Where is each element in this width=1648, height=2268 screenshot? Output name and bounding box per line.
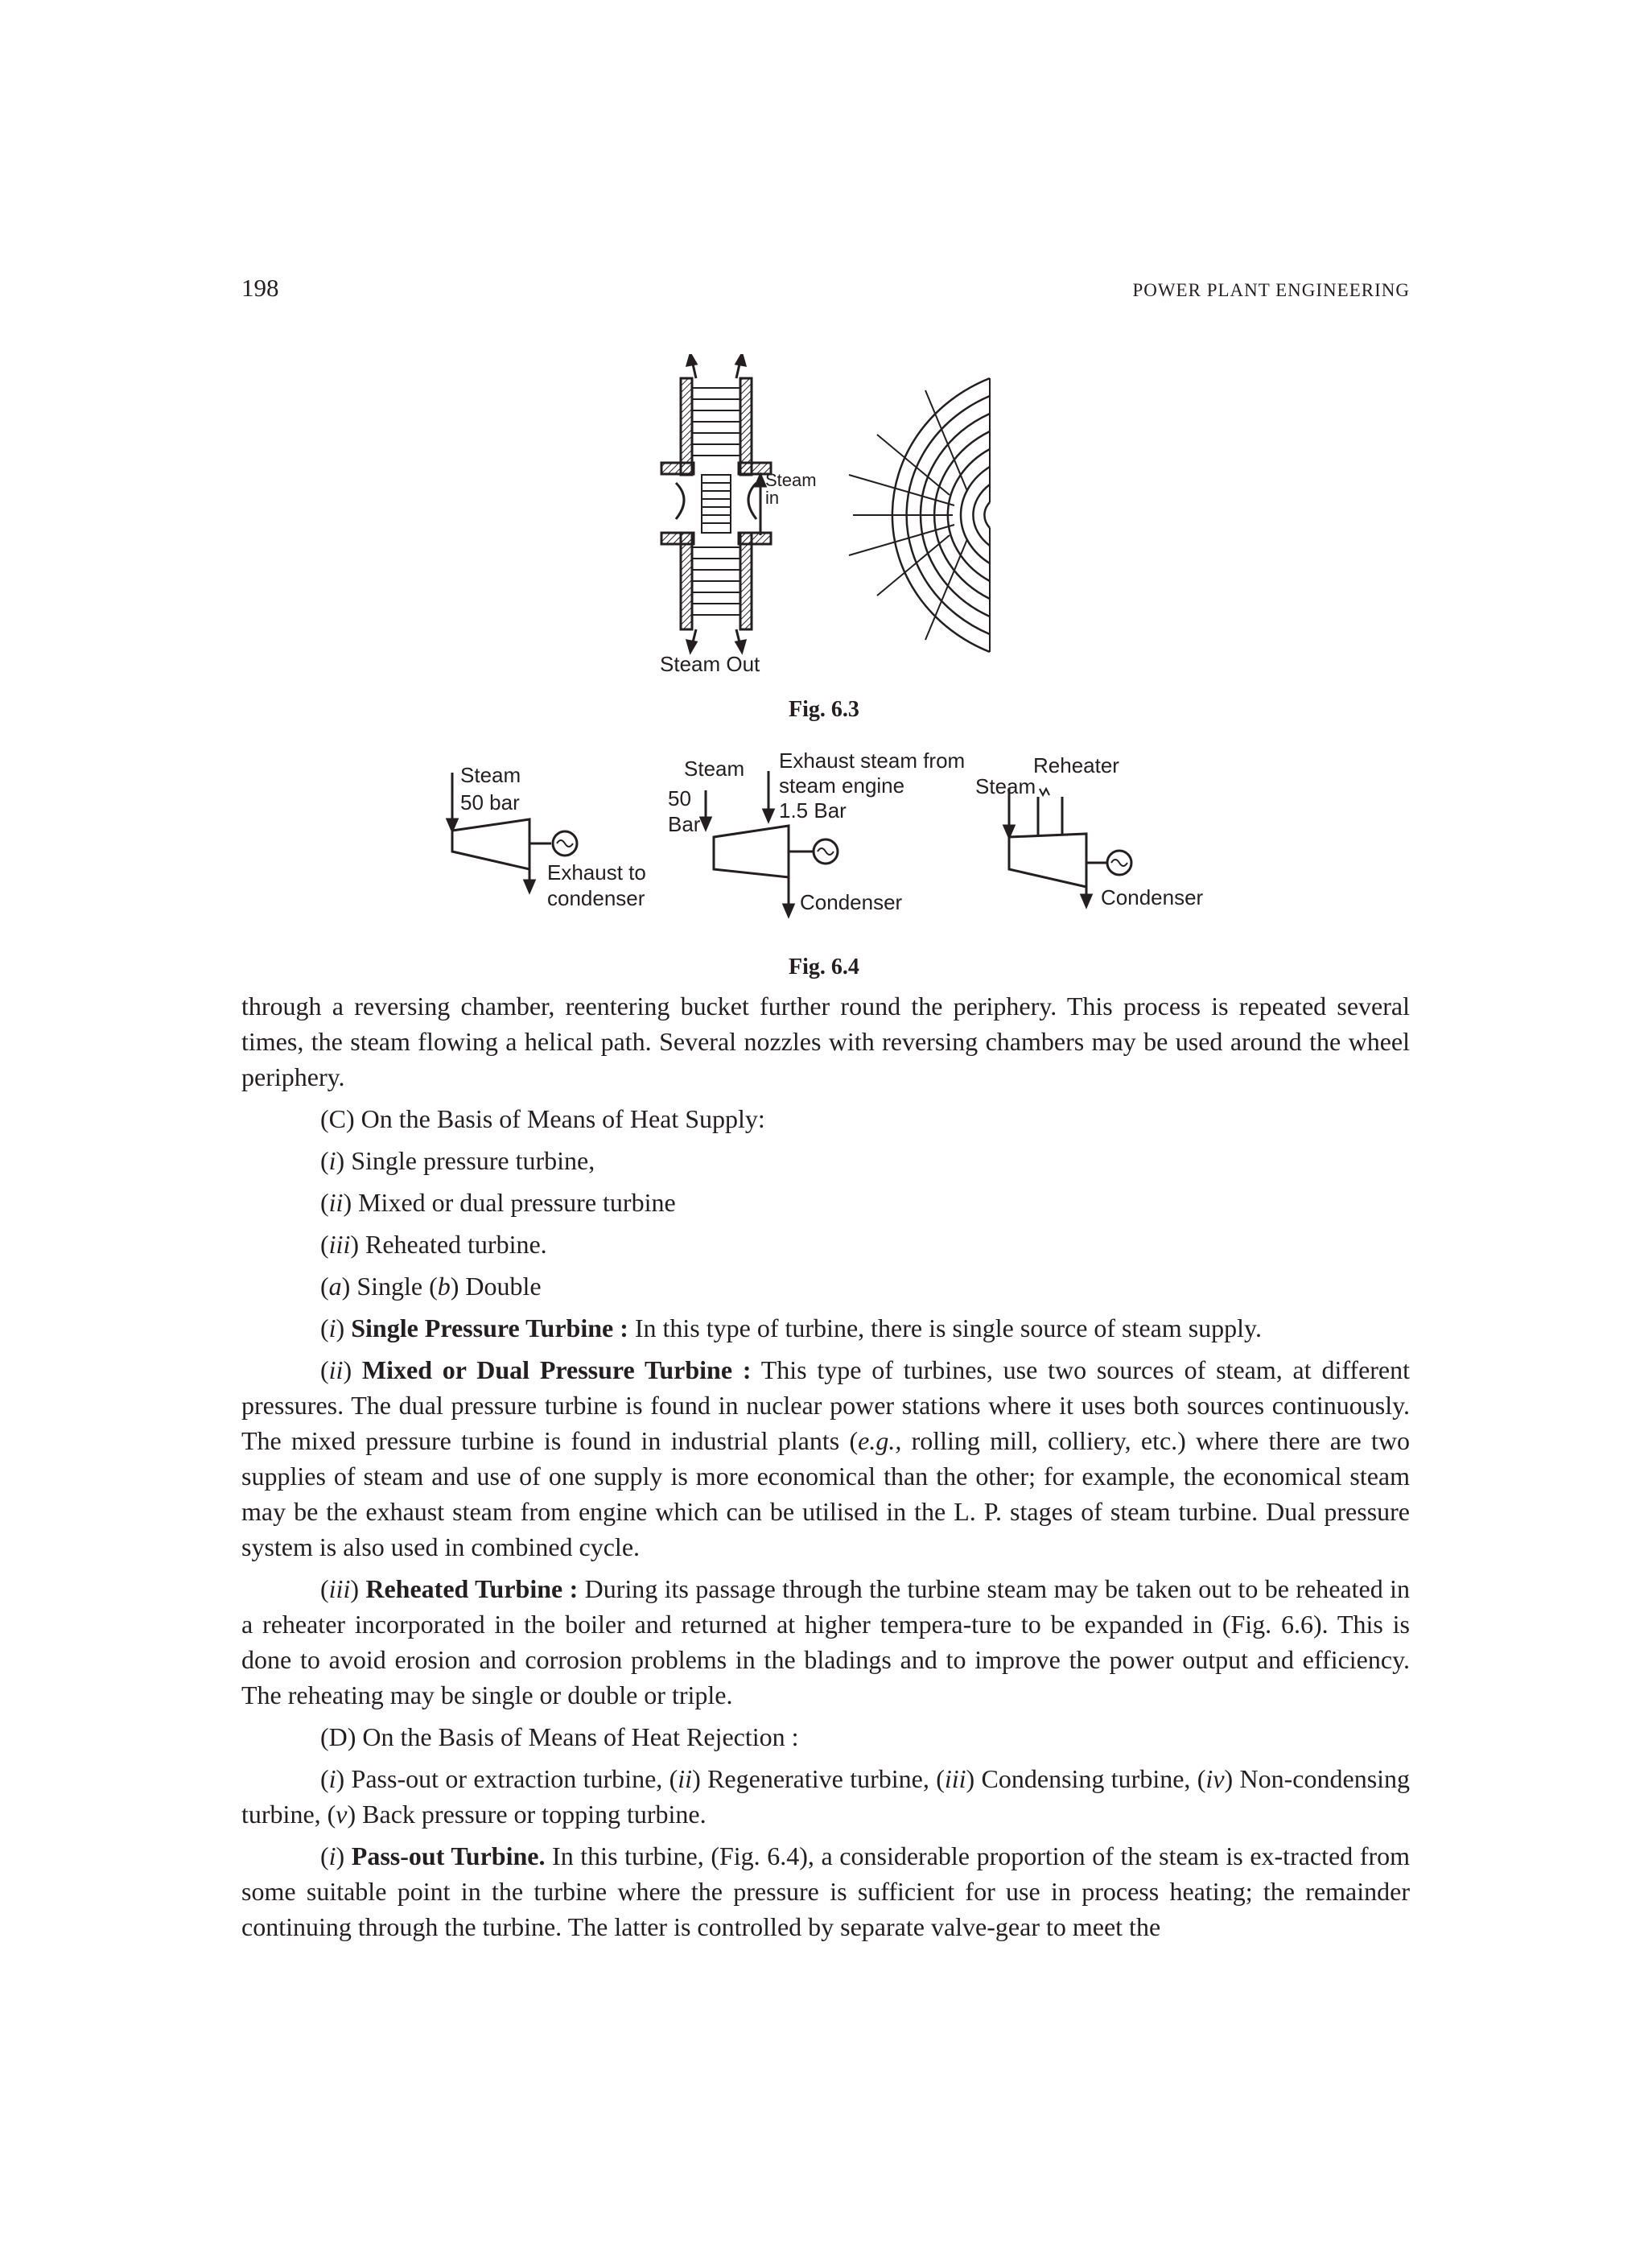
fig64-a-exhaust-label (547, 860, 646, 911)
list-text: ) Double (450, 1272, 542, 1301)
fig64-b-pressure (668, 786, 700, 837)
list-num: iii (944, 1764, 966, 1793)
term-title: Pass-out Turbine. (351, 1841, 546, 1870)
term-text: This type of turbines, use two sources of steam, at different pressures. The dual pressure turbine is found in nuclear power stations where it uses both sources continuously. The mixed pressure turbine is found in industrial plants ( (241, 1355, 1411, 1455)
fig64-a-pressure: 50 bar (460, 790, 520, 814)
list-text: ) Regenerative turbine, ( (692, 1764, 945, 1793)
list-text: Single ( (350, 1272, 438, 1301)
fig64-b-condenser: Condenser (800, 890, 903, 914)
list-num: v (336, 1800, 348, 1829)
list-text: Single pressure turbine, (344, 1146, 595, 1175)
reheated-paragraph: (iii) Reheated Turbine : During its passage through the turbine steam may be taken out to be reheated in a reheater incorporated in the boiler and returned at higher tempera-ture to be expanded in (Fig. 6.6). This is done to avoid erosion and corrosion problems in the bladings and to improve the power output and efficiency. The reheating may be single or double or triple. (241, 1574, 1411, 1709)
figure-6-4-caption: Fig. 6.4 (789, 955, 859, 979)
list-text: Reheated turbine. (358, 1230, 547, 1259)
figure-6-3 (644, 354, 1030, 684)
term-title: Single Pressure Turbine : (351, 1313, 628, 1342)
fig64-a-exhaust-line1: Exhaust to (547, 860, 646, 885)
list-num: iii (328, 1574, 351, 1603)
velocity-compounded-turbine-drawing (644, 354, 1030, 684)
fig64-a-inlet-label (460, 761, 521, 816)
fig64-b-exhaust-line2: steam engine (779, 773, 905, 798)
list-num: a (328, 1272, 342, 1301)
fig64-b-pressure-unit: Bar (668, 812, 701, 836)
fig64-a-steam: Steam (460, 763, 521, 787)
list-num: i (328, 1841, 336, 1870)
list-item: (i) Single pressure turbine, (320, 1146, 595, 1175)
term-title: Reheated Turbine : (365, 1574, 579, 1603)
fig64-b-exhaust-label (779, 748, 965, 823)
fig64-b-pressure-value: 50 (668, 786, 691, 810)
list-text: ) Non-condensing turbine, ( (241, 1764, 1411, 1829)
list-num: b (437, 1272, 451, 1301)
paragraph-continuation: through a reversing chamber, reentering bucket further round the periphery. This process is repeated several times, the steam flowing a helical path. Several nozzles with reversing chambers may be used around the wheel periphery. (241, 992, 1410, 1091)
figure-6-3-caption: Fig. 6.3 (789, 697, 859, 722)
term-text: In this type of turbine, there is single source of steam supply. (628, 1313, 1262, 1342)
mixed-pressure-paragraph: (ii) Mixed or Dual Pressure Turbine : This type of turbines, use two sources of steam, at different pressures. The dual pressure turbine is found in nuclear power stations where it uses both sources continuously. The mixed pressure turbine is found in industrial plants (e.g., rolling mill, colliery, etc.) where there are two supplies of steam and use of one supply is more economical than the other; for example, the economical steam may be the exhaust steam from engine which can be utilised in the L. P. stages of steam turbine. Dual pressure system is also used in combined cycle. (241, 1355, 1411, 1561)
list-num: ii (328, 1188, 344, 1217)
fig64-c-reheater: Reheater (1033, 753, 1119, 777)
pass-out-paragraph: (i) Pass-out Turbine. In this turbine, (Fig. 6.4), a considerable proportion of the steam is ex-tracted from some suitable point in the turbine where the pressure is sufficient for use in process heating; the remainder continuing through the turbine. The latter is controlled by separate valve-gear to meet the (241, 1841, 1411, 1941)
list-item: (iii) Reheated turbine. (320, 1230, 547, 1259)
page-number: 198 (241, 274, 279, 302)
list-num: iv (1205, 1764, 1225, 1793)
single-pressure-paragraph: (i) Single Pressure Turbine : In this type of turbine, there is single source of steam supply. (320, 1313, 1262, 1342)
list-num: i (328, 1764, 336, 1793)
list-num: i (328, 1313, 336, 1342)
figure-6-4 (435, 748, 1239, 942)
fig64-c-steam: Steam (975, 774, 1036, 798)
fig64-b-exhaust-line3: 1.5 Bar (779, 798, 847, 823)
list-num: iii (328, 1230, 351, 1259)
steam-in-label (765, 472, 817, 507)
list-text: ) Back pressure or topping turbine. (347, 1800, 707, 1829)
list-item: (ii) Mixed or dual pressure turbine (320, 1188, 676, 1217)
fig64-a-exhaust-line2: condenser (547, 886, 645, 910)
section-c-heading: (C) On the Basis of Means of Heat Supply: (320, 1104, 765, 1133)
heat-rejection-list: (i) Pass-out or extraction turbine, (ii) Regenerative turbine, (iii) Condensing turbine, (iv) Non-condensing turbine, (v) Back pressure or topping turbine. (241, 1764, 1411, 1829)
list-num: i (328, 1146, 336, 1175)
fig64-b-exhaust-line1: Exhaust steam from (779, 748, 966, 773)
term-text: In this turbine, (Fig. 6.4), a considerable proportion of the steam is ex-tracted from some suitable point in the turbine where the pressure is sufficient for use in process heating; the remainder continuing through the turbine. The latter is controlled by separate valve-gear to meet the (241, 1841, 1411, 1941)
term-text: During its passage through the turbine steam may be taken out to be reheated in a reheater incorporated in the boiler and returned at higher tempera-ture to be expanded in (Fig. 6.6). This is done to avoid erosion and corrosion problems in the bladings and to improve the power output and efficiency. The reheating may be single or double or triple. (241, 1574, 1411, 1709)
list-text: Mixed or dual pressure turbine (352, 1188, 676, 1217)
list-num: ii (328, 1355, 344, 1384)
body-text (241, 988, 1410, 1951)
steam-out-label: Steam Out (660, 652, 760, 676)
fig64-b-steam: Steam (684, 757, 745, 781)
list-text: Pass-out or extraction turbine, ( (344, 1764, 678, 1793)
section-d-heading: (D) On the Basis of Means of Heat Rejection : (320, 1722, 799, 1751)
steam-in-label-line1: Steam (765, 470, 817, 490)
list-num: ii (678, 1764, 693, 1793)
list-text: ) Condensing turbine, ( (966, 1764, 1206, 1793)
term-title: Mixed or Dual Pressure Turbine : (361, 1355, 752, 1384)
term-eg: e.g., (858, 1426, 902, 1455)
fig64-c-condenser: Condenser (1101, 885, 1204, 909)
steam-in-label-line2: in (765, 488, 780, 508)
running-title: POWER PLANT ENGINEERING (1132, 280, 1410, 300)
term-text: rolling mill, colliery, etc.) where there are two supplies of steam and use of one supply is more economical than the other; for example, the economical steam may be the exhaust steam from engine which can be utilised in the L. P. stages of steam turbine. Dual pressure system is also used in combined cycle. (241, 1426, 1410, 1561)
list-item: (a) Single (b) Double (320, 1272, 542, 1301)
